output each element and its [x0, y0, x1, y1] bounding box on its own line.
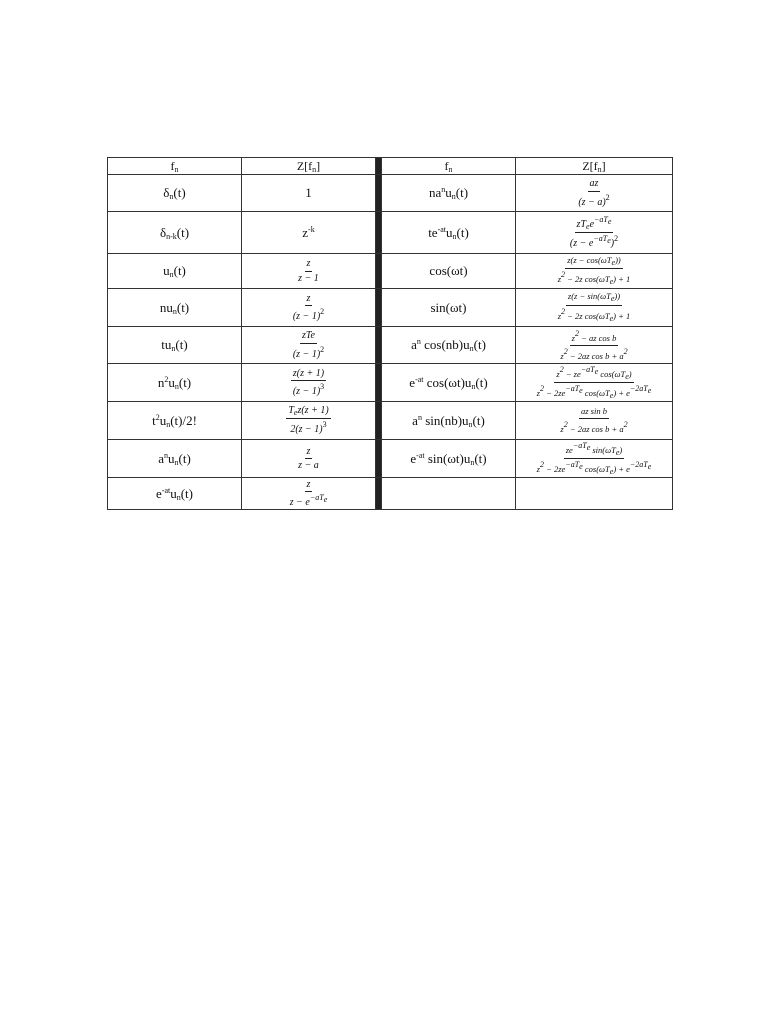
table-row — [108, 478, 673, 510]
table-row — [108, 289, 673, 327]
fn-cell: $nu_n(t)$ — [108, 289, 242, 327]
fn-cell: $na^nu_n(t)$ — [382, 175, 516, 212]
header-row — [108, 158, 673, 175]
zfn-cell: 1 — [242, 175, 376, 212]
fn-cell: cos(ωt) — [382, 254, 516, 289]
zfn-cell: $\frac{z}{(z - 1)^2}$ — [242, 289, 376, 327]
zfn-cell: $\frac{z(z - \cos(\omega T_e))}{z^2 - 2z \cos(\omega T_e) + 1}$ — [516, 254, 673, 289]
fn-cell: $e^{-at}$ $\sin(\omega t)u_n(t)$ — [382, 440, 516, 478]
fn-cell: $u_n(t)$ — [108, 254, 242, 289]
fn-cell: $n^2u_n(t)$ — [108, 364, 242, 402]
table-row — [108, 327, 673, 364]
fn-cell: $tu_n(t)$ — [108, 327, 242, 364]
z-transform-table — [107, 157, 673, 510]
fn-cell: $e^{-at}u_n(t)$ — [108, 478, 242, 510]
zfn-cell: $\frac{z(z + 1)}{(z - 1)^3}$ — [242, 364, 376, 402]
fn-cell: $e^{-at}$ $\cos(\omega t)u_n(t)$ — [382, 364, 516, 402]
zfn-cell: $\frac{z}{z - 1}$ — [242, 254, 376, 289]
zfn-cell: $\frac{z}{z - e^{-aT_e}}$ — [242, 478, 376, 510]
table-row — [108, 402, 673, 440]
fn-cell: $te^{-at}u_n(t)$ — [382, 212, 516, 254]
zfn-cell: $\frac{z(z - \sin(\omega T_e))}{z^2 - 2z \cos(\omega T_e) + 1}$ — [516, 289, 673, 327]
header-fn-right: $f_n$ — [382, 158, 516, 175]
fn-cell: $t^2u_n(t)/2$! — [108, 402, 242, 440]
zfn-cell: $\frac{z}{z - a}$ — [242, 440, 376, 478]
zfn-cell: $\frac{T_ez(z + 1)}{2(z - 1)^3}$ — [242, 402, 376, 440]
table-row — [108, 254, 673, 289]
zfn-cell: $\frac{\text{zTe}}{(z - 1)^2}$ — [242, 327, 376, 364]
fn-cell: $a^n$ $\sin(nb)u_n(t)$ — [382, 402, 516, 440]
fn-cell-empty — [382, 478, 516, 510]
fn-cell: $a^n$ $\cos(nb)u_n(t)$ — [382, 327, 516, 364]
fn-cell: $a^nu_n(t)$ — [108, 440, 242, 478]
zfn-cell: $z^{-k}$ — [242, 212, 376, 254]
fn-cell: $\delta_n(t)$ — [108, 175, 242, 212]
table-row — [108, 440, 673, 478]
table-row — [108, 212, 673, 254]
zfn-cell: $\frac{ze^{-aT_e} \sin(\omega T_e)}{z^2 - 2ze^{-aT_e} \cos(\omega T_e) + e^{-2aT_e}}$ — [516, 440, 673, 478]
zfn-cell: $\frac{zT_ee^{-aT_e}}{(z - e^{-aT_e})^2}$ — [516, 212, 673, 254]
zfn-cell: $\frac{z^2 - ze^{-aT_e} \cos(\omega T_e)}{z^2 - 2ze^{-aT_e} \cos(\omega T_e) + e^{-2aT_e}}$ — [516, 364, 673, 402]
fn-cell: sin(ωt) — [382, 289, 516, 327]
zfn-cell: $\frac{z^2 - az \cos b}{z^2 - 2az \cos b + a^2}$ — [516, 327, 673, 364]
table-row — [108, 175, 673, 212]
zfn-cell: $\frac{\text{az sin b}}{z^2 - 2az \cos b + a^2}$ — [516, 402, 673, 440]
header-zfn-right: $Z[f_n]$ — [516, 158, 673, 175]
header-zfn-left: $Z[f_n]$ — [242, 158, 376, 175]
fn-cell: $\delta_{n-k}(t)$ — [108, 212, 242, 254]
zfn-cell: $\frac{az}{(z - a)^2}$ — [516, 175, 673, 212]
table-row — [108, 364, 673, 402]
header-fn-left: $f_n$ — [108, 158, 242, 175]
zfn-cell-empty — [516, 478, 673, 510]
